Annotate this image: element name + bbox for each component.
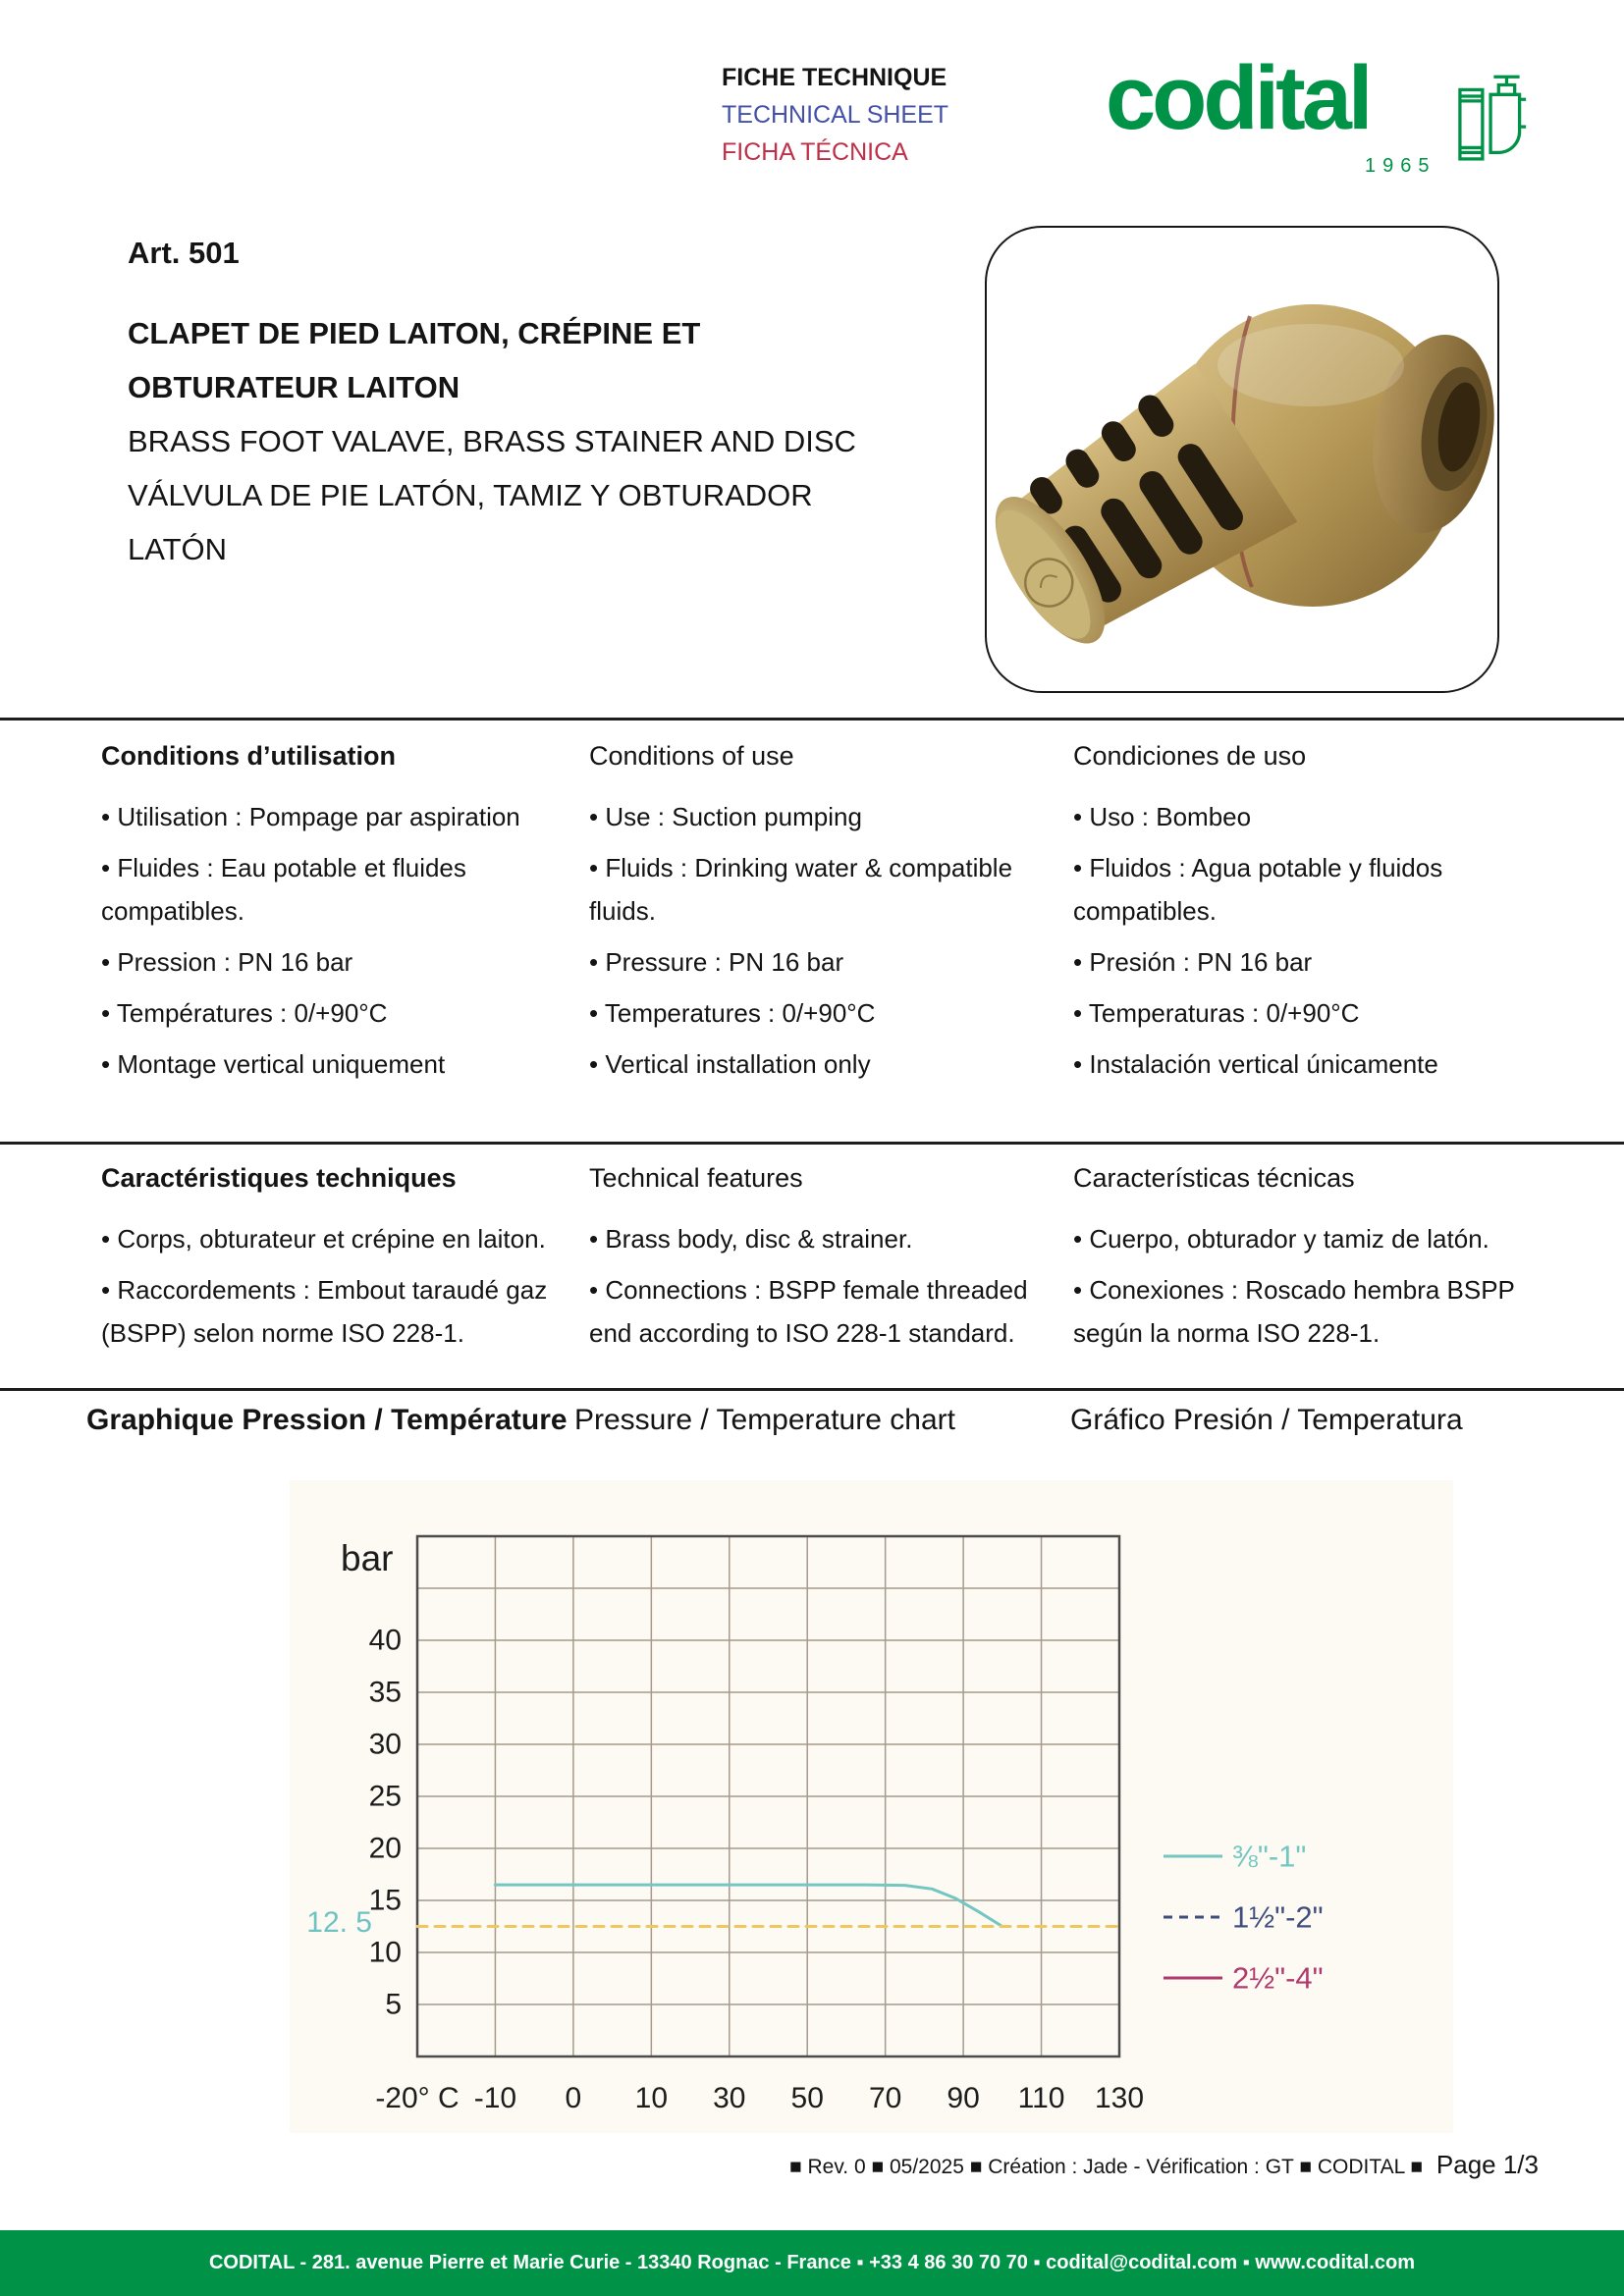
- svg-text:20: 20: [368, 1832, 402, 1865]
- pressure-temperature-chart: [290, 1480, 1453, 2133]
- features-column-fr: [101, 1163, 587, 1362]
- chart-title-en: Pressure / Temperature chart: [574, 1404, 955, 1436]
- bullet-item: • Temperatures : 0/+90°C: [589, 998, 876, 1028]
- bullet-item: • Conexiones : Roscado hembra BSPP según la norma ISO 228-1.: [1073, 1275, 1515, 1348]
- bullet-item: • Instalación vertical únicamente: [1073, 1049, 1438, 1079]
- logo-year: 1965: [1365, 155, 1436, 177]
- bullet-item: • Fluidos : Agua potable y fluidos compatibles.: [1073, 853, 1443, 926]
- svg-text:2½"-4": 2½"-4": [1232, 1960, 1324, 1996]
- svg-text:5: 5: [385, 1988, 402, 2021]
- svg-text:-10: -10: [473, 2082, 517, 2114]
- conditions-list-fr: [101, 795, 587, 1086]
- bullet-item: • Vertical installation only: [589, 1049, 871, 1079]
- svg-text:0: 0: [565, 2082, 582, 2114]
- svg-text:130: 130: [1094, 2082, 1145, 2114]
- conditions-heading-es: Condiciones de uso: [1073, 741, 1307, 771]
- bullet-item: • Utilisation : Pompage par aspiration: [101, 802, 520, 831]
- chart-title-fr: Graphique Pression / Température: [86, 1404, 568, 1436]
- article-number: Art. 501: [128, 236, 240, 270]
- codital-logo: [1106, 48, 1538, 183]
- features-list-fr: [101, 1217, 587, 1355]
- svg-text:⅜"-1": ⅜"-1": [1232, 1839, 1307, 1874]
- svg-text:15: 15: [368, 1884, 402, 1917]
- page-number: Page 1/3: [1435, 2150, 1539, 2179]
- conditions-column-fr: [101, 741, 587, 1094]
- svg-text:90: 90: [947, 2082, 980, 2114]
- bullet-item: • Pressure : PN 16 bar: [589, 947, 844, 977]
- company-address: CODITAL - 281. avenue Pierre et Marie Curie - 13340 Rognac - France ▪ +33 4 86 30 70 70 ▪ codital@codital.com ▪ www.codital.com: [208, 2252, 1416, 2273]
- address-footer-bar: [0, 2230, 1624, 2296]
- svg-text:25: 25: [368, 1780, 402, 1813]
- divider-line: [0, 1142, 1624, 1145]
- bullet-item: • Connections : BSPP female threaded end according to ISO 228-1 standard.: [589, 1275, 1028, 1348]
- product-name-fr: CLAPET DE PIED LAITON, CRÉPINE ET OBTURATEUR LAITON: [128, 316, 701, 404]
- bullet-item: • Pression : PN 16 bar: [101, 947, 353, 977]
- features-heading-fr: Caractéristiques techniques: [101, 1163, 457, 1193]
- doc-title-fr: FICHE TECHNIQUE: [722, 64, 947, 91]
- product-name-es: VÁLVULA DE PIE LATÓN, TAMIZ Y OBTURADOR LATÓN: [128, 478, 813, 566]
- bullet-item: • Uso : Bombeo: [1073, 802, 1252, 831]
- svg-text:30: 30: [713, 2082, 746, 2114]
- svg-text:50: 50: [790, 2082, 824, 2114]
- doc-title-es: FICHA TÉCNICA: [722, 138, 908, 166]
- bullet-item: • Fluids : Drinking water & compatible fluids.: [589, 853, 1013, 926]
- bullet-item: • Températures : 0/+90°C: [101, 998, 388, 1028]
- svg-text:70: 70: [868, 2082, 902, 2114]
- conditions-column-en: [589, 741, 1068, 1094]
- document-type-heading: [722, 59, 948, 171]
- product-name-en: BRASS FOOT VALAVE, BRASS STAINER AND DISC: [128, 424, 856, 458]
- svg-text:35: 35: [368, 1676, 402, 1709]
- features-column-en: [589, 1163, 1068, 1362]
- svg-text:10: 10: [634, 2082, 669, 2114]
- revision-line: [789, 2150, 1539, 2180]
- doc-title-en: TECHNICAL SHEET: [722, 101, 949, 129]
- features-column-es: [1073, 1163, 1533, 1362]
- bullet-item: • Use : Suction pumping: [589, 802, 862, 831]
- svg-text:1½"-2": 1½"-2": [1232, 1899, 1324, 1935]
- features-heading-en: Technical features: [589, 1163, 803, 1193]
- chart-title-es: Gráfico Presión / Temperatura: [1070, 1404, 1463, 1436]
- logo-wordmark: codital: [1106, 48, 1370, 148]
- svg-text:40: 40: [368, 1624, 402, 1657]
- svg-text:12. 5: 12. 5: [306, 1906, 372, 1939]
- bullet-item: • Raccordements : Embout taraudé gaz (BSPP) selon norme ISO 228-1.: [101, 1275, 548, 1348]
- bullet-item: • Cuerpo, obturador y tamiz de latón.: [1073, 1224, 1489, 1254]
- divider-line: [0, 718, 1624, 721]
- product-photo-frame: [985, 226, 1499, 693]
- conditions-column-es: [1073, 741, 1533, 1094]
- bullet-item: • Montage vertical uniquement: [101, 1049, 446, 1079]
- revision-text: ■ Rev. 0 ■ 05/2025 ■ Création : Jade - Vérification : GT ■ CODITAL ■: [788, 2156, 1424, 2178]
- svg-text:bar: bar: [341, 1538, 394, 1578]
- bullet-item: • Temperaturas : 0/+90°C: [1073, 998, 1360, 1028]
- svg-text:-20° C: -20° C: [375, 2082, 460, 2114]
- bullet-item: • Fluides : Eau potable et fluides compatibles.: [101, 853, 466, 926]
- brass-foot-valve-image: [987, 228, 1497, 691]
- conditions-list-en: [589, 795, 1068, 1086]
- conditions-list-es: [1073, 795, 1533, 1086]
- conditions-heading-en: Conditions of use: [589, 741, 794, 771]
- divider-line: [0, 1388, 1624, 1391]
- product-title-block: [128, 306, 884, 576]
- bullet-item: • Presión : PN 16 bar: [1073, 947, 1313, 977]
- bullet-item: • Brass body, disc & strainer.: [589, 1224, 913, 1254]
- bullet-item: • Corps, obturateur et crépine en laiton.: [101, 1224, 546, 1254]
- features-list-es: [1073, 1217, 1533, 1355]
- conditions-heading-fr: Conditions d’utilisation: [101, 741, 396, 771]
- features-list-en: [589, 1217, 1068, 1355]
- pipe-fitting-icon: [1455, 57, 1536, 176]
- svg-text:110: 110: [1017, 2082, 1065, 2114]
- svg-text:30: 30: [368, 1728, 402, 1761]
- features-heading-es: Características técnicas: [1073, 1163, 1355, 1193]
- svg-text:10: 10: [368, 1936, 402, 1969]
